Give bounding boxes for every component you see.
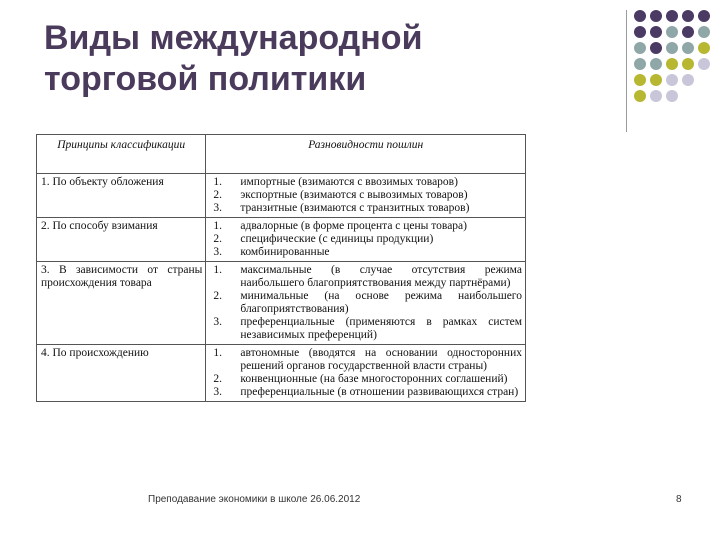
decor-dot bbox=[634, 42, 646, 54]
list-item bbox=[209, 189, 522, 202]
decor-dot bbox=[666, 90, 678, 102]
decor-dot bbox=[634, 26, 646, 38]
decor-dot bbox=[650, 10, 662, 22]
list-item bbox=[209, 373, 522, 386]
decor-dot bbox=[666, 42, 678, 54]
decor-dot bbox=[682, 10, 694, 22]
list-item bbox=[209, 290, 522, 316]
table-row bbox=[37, 174, 526, 218]
decor-dot bbox=[698, 26, 710, 38]
item-list bbox=[209, 347, 522, 399]
item-number: 1. bbox=[213, 220, 222, 232]
item-text: комбинированные bbox=[240, 246, 330, 258]
list-item bbox=[209, 246, 522, 259]
item-number: 2. bbox=[213, 373, 222, 385]
slide-footer: Преподавание экономики в школе 26.06.2012 bbox=[148, 494, 361, 505]
item-text: преференциальные (применяются в рамках систем независимых преференций) bbox=[240, 316, 522, 341]
item-text: специфические (с единицы продукции) bbox=[240, 233, 434, 245]
item-text: транзитные (взимаются с транзитных товаров) bbox=[240, 202, 470, 214]
title-line-1: Виды международной bbox=[44, 19, 423, 57]
item-text: импортные (взимаются с ввозимых товаров) bbox=[240, 176, 458, 188]
item-number: 3. bbox=[213, 246, 222, 258]
list-item bbox=[209, 176, 522, 189]
table-header-row bbox=[37, 135, 526, 174]
decor-dot bbox=[682, 74, 694, 86]
decor-dot bbox=[634, 90, 646, 102]
row-items bbox=[206, 262, 526, 345]
item-number: 1. bbox=[213, 176, 222, 188]
item-number: 3. bbox=[213, 316, 222, 328]
item-number: 3. bbox=[213, 386, 222, 398]
row-items bbox=[206, 218, 526, 262]
decor-dot bbox=[650, 58, 662, 70]
decor-dot bbox=[666, 74, 678, 86]
item-text: автономные (вводятся на основании односторонних решений органов государственной власти страны) bbox=[240, 347, 522, 372]
item-text: адвалорные (в форме процента с цены товара) bbox=[240, 220, 467, 232]
decor-dot-grid bbox=[634, 10, 720, 100]
header-duty-types: Разновидности пошлин bbox=[206, 135, 526, 174]
decor-dot bbox=[682, 58, 694, 70]
list-item bbox=[209, 386, 522, 399]
list-item bbox=[209, 316, 522, 342]
slide-title bbox=[44, 18, 604, 100]
item-text: минимальные (на основе режима наибольшего благоприятствования) bbox=[240, 290, 522, 315]
row-category: 3. В зависимости от страны происхождения товара bbox=[37, 262, 206, 345]
item-list bbox=[209, 176, 522, 215]
list-item bbox=[209, 233, 522, 246]
item-list bbox=[209, 220, 522, 259]
decor-dot bbox=[650, 42, 662, 54]
item-number: 2. bbox=[213, 290, 222, 302]
row-category: 2. По способу взимания bbox=[37, 218, 206, 262]
list-item bbox=[209, 220, 522, 233]
item-text: экспортные (взимаются с вывозимых товаров) bbox=[240, 189, 468, 201]
list-item bbox=[209, 347, 522, 373]
decor-dot bbox=[650, 74, 662, 86]
duties-table bbox=[36, 134, 526, 402]
item-number: 2. bbox=[213, 233, 222, 245]
decor-dot bbox=[666, 26, 678, 38]
decor-dot bbox=[698, 10, 710, 22]
table-row bbox=[37, 262, 526, 345]
decor-dot bbox=[698, 42, 710, 54]
decor-dot bbox=[682, 42, 694, 54]
decor-dot bbox=[650, 90, 662, 102]
header-classification: Принципы классификации bbox=[37, 135, 206, 174]
item-text: преференциальные (в отношении развивающихся стран) bbox=[240, 386, 519, 398]
decor-dot bbox=[666, 58, 678, 70]
decor-dot bbox=[682, 26, 694, 38]
row-category: 4. По происхождению bbox=[37, 345, 206, 402]
title-line-2: торговой политики bbox=[44, 60, 367, 98]
list-item bbox=[209, 264, 522, 290]
item-text: конвенционные (на базе многосторонних соглашений) bbox=[240, 373, 508, 385]
item-number: 1. bbox=[213, 347, 222, 359]
item-number: 1. bbox=[213, 264, 222, 276]
page-number: 8 bbox=[676, 494, 682, 505]
decor-dot bbox=[634, 58, 646, 70]
item-text: максимальные (в случае отсутствия режима наибольшего благоприятствования между партнёрами) bbox=[240, 264, 522, 289]
decor-dot bbox=[650, 26, 662, 38]
decor-dot bbox=[666, 10, 678, 22]
row-category: 1. По объекту обложения bbox=[37, 174, 206, 218]
table-row bbox=[37, 218, 526, 262]
decor-dot bbox=[634, 74, 646, 86]
item-number: 2. bbox=[213, 189, 222, 201]
row-items bbox=[206, 345, 526, 402]
row-items bbox=[206, 174, 526, 218]
list-item bbox=[209, 202, 522, 215]
decor-dot bbox=[634, 10, 646, 22]
item-list bbox=[209, 264, 522, 342]
item-number: 3. bbox=[213, 202, 222, 214]
table-row bbox=[37, 345, 526, 402]
decor-dot bbox=[698, 58, 710, 70]
decor-divider bbox=[626, 10, 627, 132]
